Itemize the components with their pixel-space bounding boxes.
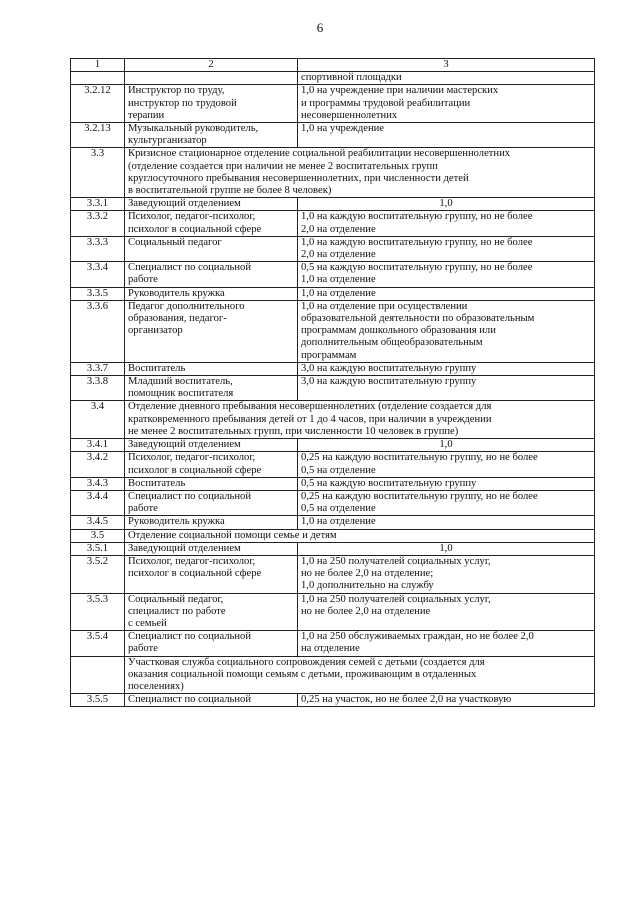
page-number: 6: [316, 20, 324, 35]
table-row: [71, 362, 595, 375]
staffing-norm: 1,0 на 250 обслуживаемых граждан, но не более 2,0 на отделение: [298, 631, 595, 656]
row-number: 3.2.13: [71, 123, 125, 148]
row-number: 3.5.2: [71, 555, 125, 593]
staffing-norm: 1,0: [298, 439, 595, 452]
table-row: [71, 542, 595, 555]
position-name: Воспитатель: [125, 477, 298, 490]
table-row: [71, 123, 595, 148]
position-name: Заведующий отделением: [125, 542, 298, 555]
table-row: [71, 477, 595, 490]
staffing-norm: 1,0: [298, 198, 595, 211]
position-name: Инструктор по труду, инструктор по трудовой терапии: [125, 85, 298, 123]
table-row: [71, 631, 595, 656]
section-number: [71, 656, 125, 694]
staffing-norm: 3,0 на каждую воспитательную группу: [298, 362, 595, 375]
table-row: [71, 85, 595, 123]
section-title: Отделение социальной помощи семье и детям: [125, 529, 595, 542]
position-name: Музыкальный руководитель, культурганизатор: [125, 123, 298, 148]
staffing-norm: спортивной площадки: [298, 72, 595, 85]
table-row: [71, 287, 595, 300]
position-name: Руководитель кружка: [125, 287, 298, 300]
position-name: Психолог, педагог-психолог, психолог в социальной сфере: [125, 452, 298, 477]
table-row: [71, 198, 595, 211]
table-row: [71, 452, 595, 477]
row-number: 3.3.1: [71, 198, 125, 211]
staffing-norm: 1,0 на учреждение при наличии мастерских и программы трудовой реабилитации несовершеннолетних: [298, 85, 595, 123]
section-row: [71, 529, 595, 542]
header-col-norm: 3: [298, 59, 595, 72]
staffing-norm: 0,25 на участок, но не более 2,0 на участковую: [298, 694, 595, 707]
row-number: 3.5.4: [71, 631, 125, 656]
row-number: 3.3.2: [71, 211, 125, 236]
staffing-table: [70, 58, 595, 707]
row-number: 3.5.3: [71, 593, 125, 631]
staffing-norm: 1,0 на отделение: [298, 516, 595, 529]
section-title: Участковая служба социального сопровождения семей с детьми (создается для оказания социальной помощи семьям с детьми, проживающим в отдаленных поселениях): [125, 656, 595, 694]
row-number: 3.2.12: [71, 85, 125, 123]
row-number: [71, 72, 125, 85]
section-number: 3.5: [71, 529, 125, 542]
position-name: Специалист по социальной: [125, 694, 298, 707]
staffing-norm: 1,0 на отделение при осуществлении образовательной деятельности по образовательным программам дошкольного образования или дополнительным общеобразовательным программам: [298, 300, 595, 362]
row-number: 3.3.4: [71, 262, 125, 287]
staffing-norm: 0,25 на каждую воспитательную группу, но не более 0,5 на отделение: [298, 490, 595, 515]
row-number: 3.3.7: [71, 362, 125, 375]
position-name: Специалист по социальной работе: [125, 490, 298, 515]
table-row: [71, 439, 595, 452]
section-row: [71, 148, 595, 198]
section-title: Кризисное стационарное отделение социальной реабилитации несовершеннолетних (отделение создается при наличии не менее 2 воспитательных групп круглосуточного пребывания несовершеннолетних, при численности детей в воспитательной группе не более 8 человек): [125, 148, 595, 198]
position-name: Заведующий отделением: [125, 198, 298, 211]
position-name: Социальный педагог, специалист по работе с семьей: [125, 593, 298, 631]
staffing-norm: 1,0 на отделение: [298, 287, 595, 300]
table-row: [71, 262, 595, 287]
header-row: [71, 59, 595, 72]
position-name: Социальный педагог: [125, 236, 298, 261]
staffing-norm: 1,0 на каждую воспитательную группу, но не более 2,0 на отделение: [298, 236, 595, 261]
staffing-norm: 1,0 на 250 получателей социальных услуг, но не более 2,0 на отделение: [298, 593, 595, 631]
table-row: [71, 300, 595, 362]
row-number: 3.4.1: [71, 439, 125, 452]
row-number: 3.4.4: [71, 490, 125, 515]
table-row: [71, 516, 595, 529]
section-title: Отделение дневного пребывания несовершеннолетних (отделение создается для кратковременного пребывания детей от 1 до 4 часов, при наличии в учреждении не менее 2 воспитательных групп, при численности 10 человек в группе): [125, 401, 595, 439]
staffing-norm: 1,0 на 250 получателей социальных услуг, но не более 2,0 на отделение; 1,0 дополнительно на службу: [298, 555, 595, 593]
table-row: [71, 72, 595, 85]
position-name: Педагог дополнительного образования, педагог- организатор: [125, 300, 298, 362]
row-number: 3.3.5: [71, 287, 125, 300]
table-row: [71, 694, 595, 707]
table-row: [71, 555, 595, 593]
header-col-number: 1: [71, 59, 125, 72]
staffing-norm: 0,5 на каждую воспитательную группу, но не более 1,0 на отделение: [298, 262, 595, 287]
position-name: Психолог, педагог-психолог, психолог в социальной сфере: [125, 211, 298, 236]
header-col-position: 2: [125, 59, 298, 72]
position-name: Специалист по социальной работе: [125, 631, 298, 656]
row-number: 3.3.6: [71, 300, 125, 362]
row-number: 3.4.5: [71, 516, 125, 529]
position-name: Специалист по социальной работе: [125, 262, 298, 287]
staffing-norm: 1,0 на каждую воспитательную группу, но не более 2,0 на отделение: [298, 211, 595, 236]
row-number: 3.4.3: [71, 477, 125, 490]
position-name: Руководитель кружка: [125, 516, 298, 529]
row-number: 3.5.5: [71, 694, 125, 707]
staffing-norm: 3,0 на каждую воспитательную группу: [298, 376, 595, 401]
row-number: 3.5.1: [71, 542, 125, 555]
table-row: [71, 236, 595, 261]
row-number: 3.3.3: [71, 236, 125, 261]
table-row: [71, 490, 595, 515]
position-name: [125, 72, 298, 85]
table-body: [71, 72, 595, 707]
position-name: Младший воспитатель, помощник воспитателя: [125, 376, 298, 401]
staffing-norm: 1,0: [298, 542, 595, 555]
staffing-norm: 0,5 на каждую воспитательную группу: [298, 477, 595, 490]
position-name: Психолог, педагог-психолог, психолог в социальной сфере: [125, 555, 298, 593]
table-row: [71, 376, 595, 401]
row-number: 3.3.8: [71, 376, 125, 401]
position-name: Воспитатель: [125, 362, 298, 375]
section-number: 3.3: [71, 148, 125, 198]
section-row: [71, 401, 595, 439]
table-row: [71, 593, 595, 631]
table-header: [71, 59, 595, 72]
row-number: 3.4.2: [71, 452, 125, 477]
staffing-norm: 0,25 на каждую воспитательную группу, но не более 0,5 на отделение: [298, 452, 595, 477]
section-row: [71, 656, 595, 694]
table-row: [71, 211, 595, 236]
section-number: 3.4: [71, 401, 125, 439]
position-name: Заведующий отделением: [125, 439, 298, 452]
staffing-norm: 1,0 на учреждение: [298, 123, 595, 148]
